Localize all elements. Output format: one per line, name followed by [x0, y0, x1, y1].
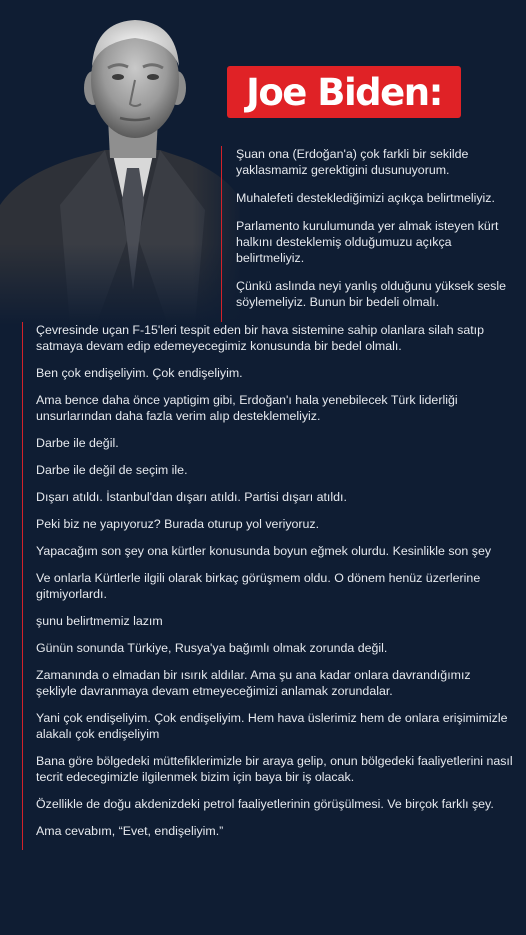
portrait-photo — [0, 0, 240, 325]
main-quote-block — [22, 322, 514, 850]
body-paragraph: Darbe ile değil de seçim ile. — [36, 463, 188, 477]
intro-paragraph: Parlamento kurulumunda yer almak isteyen kürt halkını desteklemiş olduğumuzu açıkça belirtmeliyiz. — [236, 219, 499, 265]
body-paragraph: Günün sonunda Türkiye, Rusya'ya bağımlı olmak zorunda değil. — [36, 641, 388, 655]
body-paragraph: Çevresinde uçan F-15'leri tespit eden bir hava sistemine sahip olanlara silah satıp satmaya devam edip edemeyecegimiz konusunda bir bedel olmalı. — [36, 323, 484, 353]
body-paragraph: Dışarı atıldı. İstanbul'dan dışarı atıldı. Partisi dışarı atıldı. — [36, 490, 347, 504]
intro-quote-block — [221, 146, 517, 322]
body-paragraph: şunu belirtmemiz lazım — [36, 614, 163, 628]
body-paragraph: Özellikle de doğu akdenizdeki petrol faaliyetlerinin görüşülmesi. Ve birçok farklı şey. — [36, 797, 494, 811]
title-banner — [227, 66, 461, 118]
body-paragraph: Darbe ile değil. — [36, 436, 119, 450]
body-paragraph: Peki biz ne yapıyoruz? Burada oturup yol veriyoruz. — [36, 517, 320, 531]
intro-paragraph: Çünkü aslında neyi yanlış olduğunu yüksek sesle söylemeliyiz. Bunun bir bedeli olmalı. — [236, 279, 507, 309]
body-paragraph: Ve onlarla Kürtlerle ilgili olarak birkaç görüşmem oldu. O dönem henüz üzerlerine gitmiyorlardı. — [36, 571, 481, 601]
body-paragraph: Yapacağım son şey ona kürtler konusunda boyun eğmek olurdu. Kesinlikle son şey — [36, 544, 492, 558]
body-paragraph: Zamanında o elmadan bir ısırık aldılar. Ama şu ana kadar onlara davrandığımız şekliyle davranmaya devam etmeyeceğimizi anlamak zorundalar. — [36, 668, 471, 698]
page-title: Joe Biden: — [246, 70, 442, 114]
intro-paragraph: Şuan ona (Erdoğan'a) çok farkli bir sekilde yaklasmamiz gerektigini dusunuyorum. — [236, 147, 469, 177]
body-paragraph: Bana göre bölgedeki müttefiklerimizle bir araya gelip, onun bölgedeki faaliyetlerini nasıl tecrit edecegimizle ilgilenmek bizim için baya bir iş olacak. — [36, 754, 513, 784]
body-paragraph: Ben çok endişeliyim. Çok endişeliyim. — [36, 366, 243, 380]
body-paragraph: Ama bence daha önce yaptigim gibi, Erdoğan'ı hala yenebilecek Türk liderliği unsurlarından daha fazla verim alıp desteklemeliyiz. — [36, 393, 458, 423]
body-paragraph: Ama cevabım, “Evet, endişeliyim.” — [36, 824, 224, 838]
intro-paragraph: Muhalefeti desteklediğimizi açıkça belirtmeliyiz. — [236, 191, 495, 205]
body-paragraph: Yani çok endişeliyim. Çok endişeliyim. Hem hava üslerimiz hem de onlara erişimimizle alakalı çok endişeliyim — [36, 711, 508, 741]
